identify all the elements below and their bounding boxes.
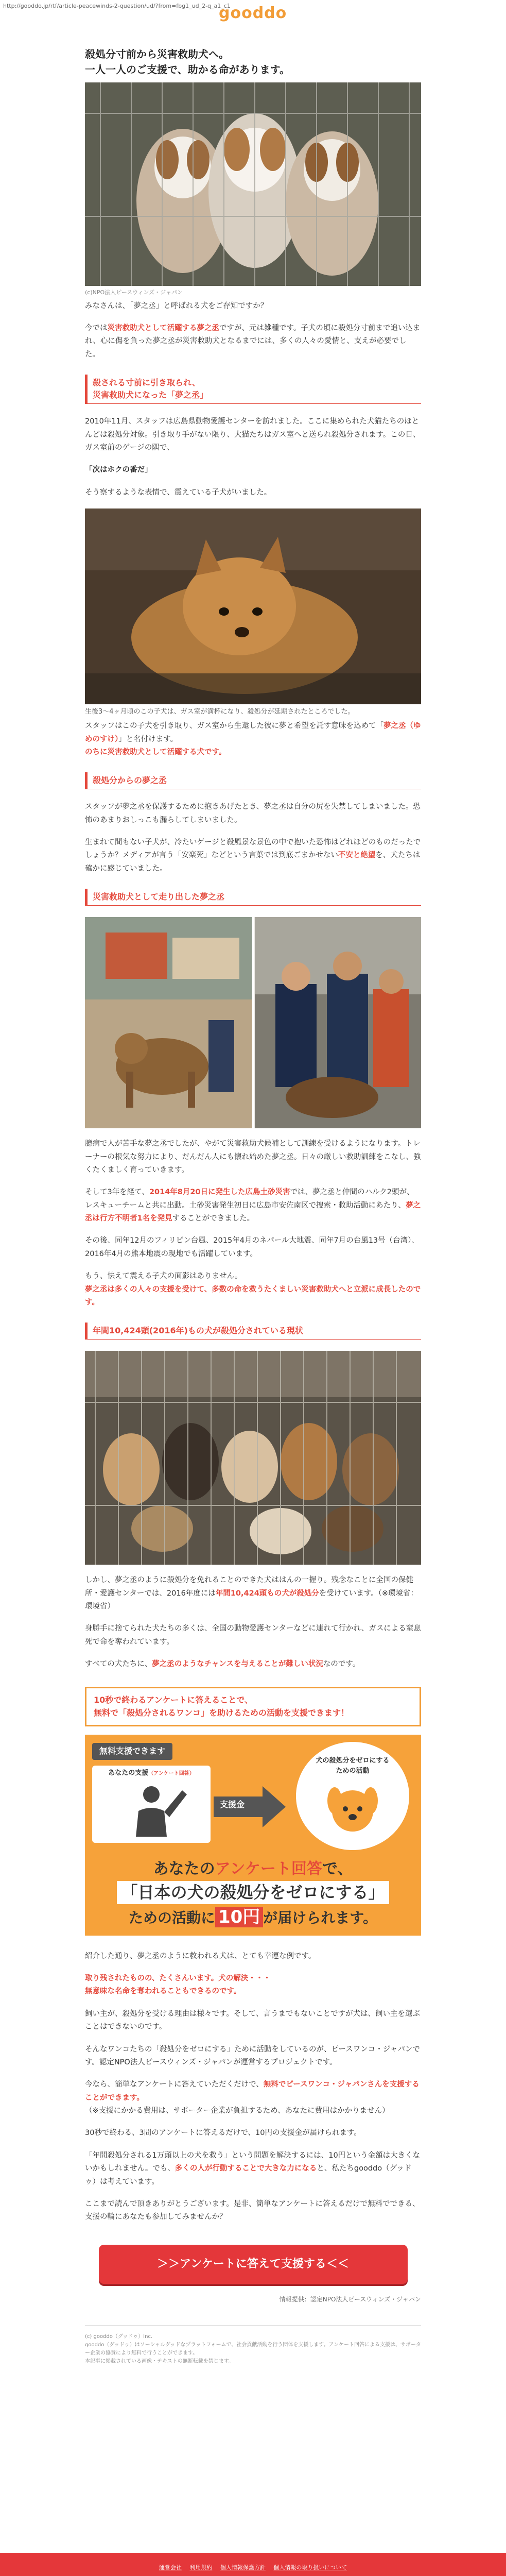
closing-paragraph-1: 紹介した通り、夢之丞のように救われる犬は、とても幸運な例です。 (85, 1952, 316, 1960)
your-support-box: あなたの支援（アンケート回答） (92, 1766, 211, 1843)
closing-paragraph-2: 取り残されたものの、たくさんいます。犬の解決・・・ 無意味な名命を奪われることもできるのです。 (85, 1974, 271, 1996)
section-heading-after-rescue: 殺処分からの夢之丞 (85, 772, 421, 789)
survey-banner[interactable] (85, 1735, 421, 1936)
person-raising-hand-icon (92, 1780, 211, 1842)
closing-paragraph-3: 飼い主が、殺処分を受ける理由は様々です。そして、言うまでもないことですが犬は、飼い主を選ぶことはできないのです。 (85, 2009, 421, 2031)
banner-headline: あなたのアンケート回答で、 「日本の犬の殺処分をゼロにする」 ための活動に 10円 が届けられます。 (85, 1858, 421, 1929)
url-bar: http://gooddo.jp/rtf/article-peacewinds-2-question/ud/?from=fbg1_ud_2-q_a1_c1 (3, 3, 231, 9)
article (85, 46, 421, 2366)
title-line-1: 殺処分寸前から災害救助犬へ。 (85, 48, 229, 60)
footer-link-privacy[interactable]: 個人情報保護方針 (220, 2564, 266, 2571)
section3-paragraph-1: 臆病で人が苦手な夢之丞でしたが、やがて災害救助犬候補として訓練を受けるようになります。トレーナーの根気な努力により、だんだん人にも懐れ始めた夢之丞。日々の厳しい救助訓練をこなし、強くたくましく育っていきます。 (85, 1140, 421, 1174)
section-heading-rescue: 殺される寸前に引き取られ、 災害救助犬になった「夢之丞」 (85, 375, 421, 404)
intro-paragraph-2: 今では災害救助犬として活躍する夢之丞ですが、元は雑種です。子犬の頃に殺処分寸前まで追い込まれ、心に傷を負った夢之丞が災害救助犬となるまでには、多くの人々の愛情と、支えが必要でした。 (85, 324, 421, 359)
intro-paragraph-1: みなさんは、「夢之丞」と呼ばれる犬をご存知ですか？ (85, 301, 268, 310)
fine-print: (c) gooddo（グッドゥ）Inc. gooddo（グッドゥ）はソーシャルグッドなプラットフォームで、社会貢献活動を行う団体を支援します。アンケート回答による支援は、サポーター企業の協賛により無料で行うことができます。 本記事に掲載されている画像・テキストの無断転載を禁じます。 (85, 2325, 421, 2366)
footer-link-terms[interactable]: 利用規約 (189, 2564, 213, 2571)
section-heading-rescue-dog: 災害救助犬として走り出した夢之丞 (85, 889, 421, 906)
goal-circle: 犬の殺処分をゼロにする ための活動 (296, 1742, 409, 1850)
section3-paragraph-3: その後、同年12月のフィリピン台風、2015年4月のネパール大地震、同年7月の台風13号（台湾）、2016年4月の熊本地震の現地でも活躍しています。 (85, 1236, 419, 1258)
section4-paragraph-2: 身勝手に捨てられた犬たちの多くは、全国の動物愛護センターなどに連れて行かれ、ガスによる窒息死で命を奪われています。 (85, 1624, 421, 1646)
closing-paragraph-8: ここまで読んで頂きありがとうございます。是非、簡単なアンケートに答えるだけで無料でできる、支援の輪にあなたも参加してみませんか？ (85, 2199, 420, 2222)
answer-survey-button[interactable]: ＞＞アンケートに答えて支援する＜＜ (99, 2245, 408, 2284)
section3-paragraph-4: もう、怯えて震える子犬の面影はありません。 夢之丞は多くの人々の支援を受けて、多数の命を救うたくましい災害救助犬へと立派に成長したのです。 (85, 1272, 421, 1307)
section3-paragraph-2: そして3年を経て、2014年8月20日に発生した広島土砂災害では、夢之丞と仲間のハルク2頭が、レスキューチームと共に出動。土砂災害発生初日に広島市安佐南区で捜索・救助活動にあたり、夢之丞は行方不明者1名を発見することができました。 (85, 1188, 421, 1223)
section1-naming-paragraph: スタッフはこの子犬を引き取り、ガス室から生還した彼に夢と希望を託す意味を込めて「夢之丞（ゆめのすけ）」と名付けます。 のちに災害救助犬として活躍する犬です。 (85, 722, 421, 756)
title-line-2: 一人一人のご支援で、助かる命があります。 (85, 63, 290, 76)
closing-paragraph-7: 「年間殺処分される1万頭以上の犬を救う」という問題を解決するには、10円という金額は大きくないかもしれません。でも、多くの人が行動することで大きな力になると、私たちgooddo（グッドゥ）は考えています。 (85, 2151, 421, 2186)
section1-paragraph-1: 2010年11月、スタッフは広島県動物愛護センターを訪れました。ここに集められた犬猫たちのほとんどは殺処分対象。引き取り手がない限り、大猫たちはガス室へと送られ殺処分されます。この日、ガス室前のゲージの隅で、 (85, 417, 421, 452)
closing-paragraph-5: 今なら、簡単なアンケートに答えていただくだけで、無料でピースワンコ・ジャパンさんを支援することができます。 （※支援にかかる費用は、サポーター企業が負担するため、あなたに費用はかかりません） (85, 2080, 420, 2115)
puppy-caption: 生後3〜4ヶ月頃のこの子犬は、ガス室が満杯になり、殺処分が延期されたところでした。 (85, 708, 355, 716)
gooddo-logo[interactable]: gooddo (219, 4, 287, 22)
footer-link-company[interactable]: 運営会社 (159, 2564, 182, 2571)
section4-paragraph-3: すべての犬たちに、夢之丞のようなチャンスを与えることが難しい状況なのです。 (85, 1660, 360, 1669)
dogs-in-kennel-photo (85, 1351, 421, 1565)
frightened-puppy-photo (85, 509, 421, 704)
closing-paragraph-6: 30秒で終わる、3問のアンケートに答えるだけで、10円の支援金が届けられます。 (85, 2129, 361, 2138)
section2-paragraph-2: 生まれて間もない子犬が、冷たいゲージと殺風景な景色の中で抱いた恐怖はどれほどのものだったでしょうか？メディアが言う「安楽死」などという言葉では到底ごまかせない不安と絶望を、犬たちは確かに感じていました。 (85, 838, 421, 873)
section1-quote: 「次はホクの番だ」 (85, 466, 152, 474)
rescue-dog-collage-photo (85, 917, 421, 1128)
section2-paragraph-1: スタッフが夢之丞を保護するために抱きあげたとき、夢之丞は自分の尻を失禁してしまいました。恐怖のあまりおしっこも漏らしてしまいました。 (85, 803, 421, 824)
page-footer (0, 2553, 506, 2576)
closing-paragraph-4: そんなワンコたちの「殺処分をゼロにする」ために活動をしているのが、ピースワンコ・ジャパンです。認定NPO法人ピースウィンズ・ジャパンが運営するプロジェクトです。 (85, 2045, 420, 2066)
section4-paragraph-1: しかし、夢之丞のように殺処分を免れることのできた犬ははんの一握り。残念なことに全国の保健所・愛護センターでは、2016年度には年間10,424頭もの犬が殺処分を受けています。（※環境省：環境省） (85, 1576, 418, 1611)
section1-paragraph-2: そう察するような表情で、震えている子犬がいました。 (85, 488, 272, 497)
dog-icon (296, 1780, 409, 1842)
section-heading-euthanasia-stats: 年間10,424頭(2016年)もの犬が殺処分されている現状 (85, 1323, 421, 1340)
article-title (85, 46, 421, 77)
survey-callout: 10秒で終わるアンケートに答えることで、 無料で「殺処分されるワンコ」を助けるための活動を支援できます！ (85, 1687, 421, 1726)
puppies-in-cage-photo (85, 82, 421, 286)
footer-link-personal-info[interactable]: 個人情報の取り扱いについて (273, 2564, 347, 2571)
free-support-badge: 無料支援できます (92, 1743, 172, 1760)
support-money-label: 支援金 (220, 1799, 245, 1809)
photo-caption: (c)NPO法人ピースウィンズ・ジャパン (85, 289, 183, 296)
info-credit: 情報提供：認定NPO法人ピースウィンズ・ジャパン (279, 2295, 421, 2303)
